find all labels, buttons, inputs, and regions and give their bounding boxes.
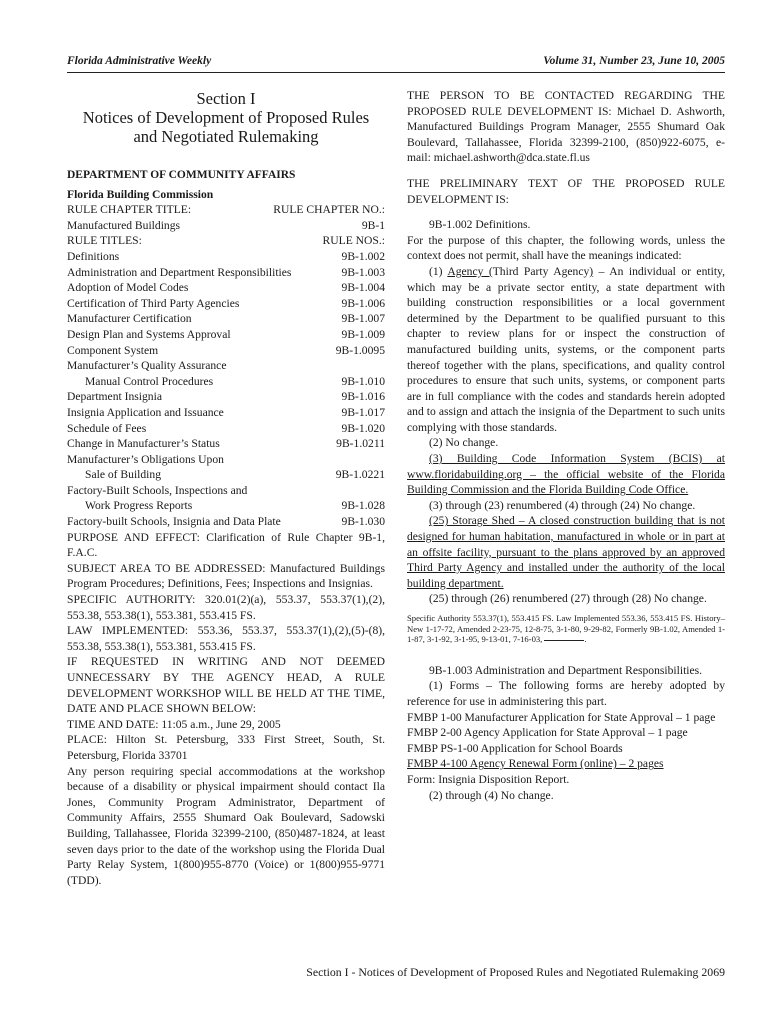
rule-title: Adoption of Model Codes	[67, 281, 189, 295]
rule-title: Manufacturer’s Quality Assurance	[67, 359, 227, 373]
rule-row	[67, 327, 385, 343]
rule-title: Component System	[67, 343, 159, 357]
rule-title: Manufacturer Certification	[67, 312, 192, 326]
forms-intro: (1) Forms – The following forms are hereby adopted by reference for use in administering this part.	[407, 679, 725, 708]
definition-1	[407, 264, 725, 436]
rule-number: 9B-1.0211	[336, 437, 385, 451]
form-item-4: FMBP 4-100 Agency Renewal Form (online) – 2 pages	[407, 757, 664, 771]
section-title	[67, 89, 385, 146]
left-column	[67, 88, 385, 888]
rule-number: 9B-1.006	[341, 296, 385, 310]
definition-1-term-start: Agency (	[447, 264, 493, 278]
section-title-line2: and Negotiated Rulemaking	[133, 127, 319, 146]
history-note	[407, 613, 725, 645]
time-date-paragraph: TIME AND DATE: 11:05 a.m., June 29, 2005	[67, 717, 281, 731]
law-paragraph: LAW IMPLEMENTED: 553.36, 553.37, 553.37(1),(2),(5)-(8), 553.38, 553.38(1), 553.381, 553.415 FS.	[67, 624, 385, 653]
chapter-no: 9B-1	[361, 218, 385, 232]
definition-2: (2) No change.	[429, 436, 499, 450]
rules-list	[67, 249, 385, 530]
rule-title: Insignia Application and Issuance	[67, 405, 224, 419]
rule-title: Manufacturer’s Obligations Upon	[67, 452, 224, 466]
authority-paragraph: SPECIFIC AUTHORITY: 320.01(2)(a), 553.37, 553.37(1),(2), 553.38, 553.38(1), 553.381, 553.415 FS.	[67, 593, 385, 622]
history-end: .	[584, 634, 587, 645]
rule-row	[67, 421, 385, 437]
rule-number: 9B-1.010	[341, 374, 385, 388]
rule-row	[67, 296, 385, 312]
definition-1-text: – An individual or entity, which may be a private sector entity, a state department with building construction responsibilities or a local government determined by the Department to be qualified pursuant to this chapter to review plans for or inspect the construction of manufactured building units, systems, or the component parts thereof together with the plans, specifications, and quality control procedures to ensure that such units, systems, or component parts are in full compliance with the codes and standards herein adopted and to assign and attach the insignia of the Department to such units complying with those standards.	[407, 264, 725, 434]
rule-number: 9B-1.007	[341, 312, 385, 326]
rule-number: 9B-1.020	[341, 421, 385, 435]
form-item-5: Form: Insignia Disposition Report.	[407, 772, 570, 786]
definition-1-term-mid: Third Party Agency	[492, 264, 590, 278]
rule-number: 9B-1.002	[341, 249, 385, 263]
rule-number: 9B-1.0095	[335, 343, 385, 357]
commission-heading: Florida Building Commission	[67, 187, 214, 201]
rule-row	[67, 249, 385, 265]
rule-title: Design Plan and Systems Approval	[67, 327, 231, 341]
history-text: Specific Authority 553.37(1), 553.415 FS. Law Implemented 553.36, 553.415 FS. History–New 1-17-72, Amended 2-23-75, 12-8-75, 3-1-80, 9-29-82, Formerly 9B-1.02, Amended 1-1-87, 3-1-92, 3-1-95, 9-13-01, 7-16-03,	[407, 613, 725, 645]
chapter-no-label: RULE CHAPTER NO.:	[273, 203, 385, 217]
rule-row	[67, 343, 385, 359]
definitions-intro: For the purpose of this chapter, the following words, unless the context does not permit, shall have the meanings indicated:	[407, 233, 725, 263]
header-divider	[67, 72, 725, 73]
rule-nos-label: RULE NOS.:	[322, 234, 385, 248]
section-number: Section I	[196, 89, 256, 108]
issue-info: Volume 31, Number 23, June 10, 2005	[543, 55, 725, 67]
chapter-title: Manufactured Buildings	[67, 218, 181, 232]
definition-25: (25) Storage Shed – A closed construction building that is not designed for human habitation, manufactured in whole or in part at an offsite facility, pursuant to the plans approved by an approved Third Party Agency and installed under the authority of the local building department.	[407, 514, 725, 590]
rule-number: 9B-1.0221	[335, 468, 385, 482]
rule-title: Manual Control Procedures	[85, 374, 214, 388]
rule-row	[67, 467, 385, 483]
preliminary-paragraph: THE PRELIMINARY TEXT OF THE PROPOSED RULE DEVELOPMENT IS:	[407, 176, 725, 206]
rule-title: Certification of Third Party Agencies	[67, 296, 240, 310]
rule-number: 9B-1.030	[341, 515, 385, 529]
rule-row	[67, 389, 385, 405]
rule-row	[67, 436, 385, 452]
purpose-paragraph: PURPOSE AND EFFECT: Clarification of Rule Chapter 9B-1, F.A.C.	[67, 530, 385, 560]
rule-row	[67, 452, 385, 468]
definition-1-number: (1)	[429, 264, 448, 278]
rule-number: 9B-1.004	[341, 281, 385, 295]
rule-title: Change in Manufacturer’s Status	[67, 437, 220, 451]
rule-row	[67, 374, 385, 390]
rule-row	[67, 280, 385, 296]
no-change-note: (2) through (4) No change.	[429, 788, 554, 802]
rule-title: Definitions	[67, 249, 120, 263]
rule-title: Factory-built Schools, Insignia and Data Plate	[67, 515, 281, 529]
form-item-1: FMBP 1-00 Manufacturer Application for State Approval – 1 page	[407, 710, 716, 724]
rule-labels-row	[67, 233, 385, 249]
renumber-note-1: (3) through (23) renumbered (4) through (24) No change.	[429, 498, 696, 512]
rule-number: 9B-1.028	[341, 499, 385, 513]
rule-title: Work Progress Reports	[85, 499, 193, 513]
administration-heading: 9B-1.003 Administration and Department Responsibilities.	[429, 663, 703, 677]
rule-row	[67, 498, 385, 514]
right-column	[407, 88, 725, 803]
place-paragraph: PLACE: Hilton St. Petersburg, 333 First Street, South, St. Petersburg, Florida 33701	[67, 733, 385, 762]
rule-number: 9B-1.016	[341, 390, 385, 404]
rule-row	[67, 514, 385, 530]
rule-titles-label: RULE TITLES:	[67, 234, 142, 248]
form-item-2: FMBP 2-00 Agency Application for State Approval – 1 page	[407, 726, 688, 740]
rule-row	[67, 405, 385, 421]
rule-row	[67, 265, 385, 281]
renumber-note-2: (25) through (26) renumbered (27) through (28) No change.	[429, 592, 707, 606]
rule-title: Administration and Department Responsibilities	[67, 265, 292, 279]
section-title-line1: Notices of Development of Proposed Rules	[82, 108, 370, 127]
history-blank-line	[544, 640, 584, 641]
rule-row	[67, 358, 385, 374]
chapter-labels-row	[67, 202, 385, 218]
definitions-heading: 9B-1.002 Definitions.	[429, 218, 531, 232]
chapter-row	[67, 218, 385, 234]
form-item-3: FMBP PS-1-00 Application for School Boards	[407, 741, 623, 755]
contact-paragraph: THE PERSON TO BE CONTACTED REGARDING THE PROPOSED RULE DEVELOPMENT IS: Michael D. Ashworth, Manufactured Buildings Program Manager, 2555 Shumard Oak Boulevard, Tallahassee, Florida 32399-2100, (850)922-6075, e-mail: michael.ashworth@dca.state.fl.us	[407, 89, 725, 165]
definition-1-term-end: )	[589, 264, 594, 278]
rule-title: Factory-Built Schools, Inspections and	[67, 483, 248, 497]
rule-title: Sale of Building	[85, 468, 161, 482]
subject-paragraph: SUBJECT AREA TO BE ADDRESSED: Manufactured Buildings Program Procedures; Definitions, Fees; Inspections and Insignias.	[67, 561, 385, 591]
workshop-paragraph: IF REQUESTED IN WRITING AND NOT DEEMED UNNECESSARY BY THE AGENCY HEAD, A RULE DEVELOPMENT WORKSHOP WILL BE HELD AT THE TIME, DATE AND PLACE SHOWN BELOW:	[67, 655, 385, 716]
rule-title: Department Insignia	[67, 390, 162, 404]
rule-number: 9B-1.009	[341, 327, 385, 341]
journal-name: Florida Administrative Weekly	[67, 55, 212, 67]
rule-row	[67, 483, 385, 499]
page-footer: Section I - Notices of Development of Proposed Rules and Negotiated Rulemaking 2069	[306, 965, 725, 979]
definition-3: (3) Building Code Information System (BCIS) at www.floridabuilding.org – the official website of the Florida Building Commission and the Florida Building Code Office.	[407, 452, 725, 497]
rule-title: Schedule of Fees	[67, 421, 147, 435]
accommodation-paragraph: Any person requiring special accommodations at the workshop because of a disability or physical impairment should contact Ila Jones, Community Program Administrator, Department of Community Affairs, 2555 Shumard Oak Boulevard, Sadowski Building, Tallahassee, Florida 32399-2100, (850)487-1824, at least seven days prior to the date of the workshop using the Florida Dual Party Relay System, 1(800)955-8770 (Voice) or 1(800)955-9771 (TDD).	[67, 764, 385, 887]
rule-number: 9B-1.017	[341, 405, 385, 419]
rule-row	[67, 311, 385, 327]
running-header	[67, 55, 725, 71]
department-heading: DEPARTMENT OF COMMUNITY AFFAIRS	[67, 169, 296, 181]
chapter-title-label: RULE CHAPTER TITLE:	[67, 203, 192, 217]
rule-number: 9B-1.003	[341, 265, 385, 279]
